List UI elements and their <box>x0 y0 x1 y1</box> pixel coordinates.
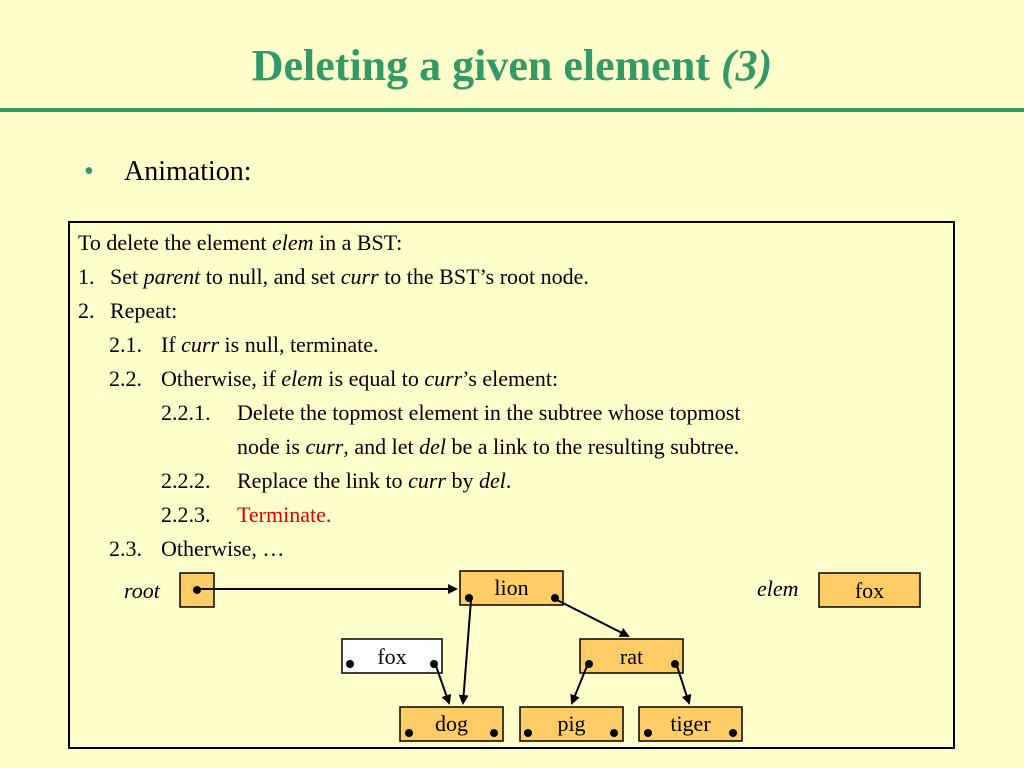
step-2-3-number: 2.3. <box>109 536 142 561</box>
lion-to-rat-arrow <box>557 600 628 636</box>
step-2-2-1-number: 2.2.1. <box>161 400 211 425</box>
bullet-text: Animation: <box>124 156 252 187</box>
node-fox-label: fox <box>377 644 407 669</box>
node-rat-label: rat <box>619 644 644 669</box>
elem-value: fox <box>854 578 885 603</box>
intro-var-elem: elem <box>271 230 314 255</box>
step-2-2-number: 2.2. <box>109 366 142 391</box>
step-2-2-1-text-line1: Delete the topmost element in the subtree whose topmost <box>237 400 741 425</box>
step-2-2-2-text: Replace the link to curr by del. <box>237 468 512 493</box>
step-2-3-text: Otherwise, … <box>161 536 285 561</box>
step-2-2-3-number: 2.2.3. <box>161 502 211 527</box>
node-pig-label: pig <box>557 711 586 736</box>
slide-title-main: Deleting a given element <box>251 41 721 90</box>
step-2-text: Repeat: <box>110 298 178 323</box>
node-tiger-label: tiger <box>670 711 711 736</box>
root-link-dot <box>193 586 201 594</box>
intro-text: To delete the element <box>78 230 272 255</box>
step-2-2-2-number: 2.2.2. <box>161 468 211 493</box>
node-dog-label: dog <box>435 711 468 736</box>
elem-label: elem <box>757 576 799 601</box>
step-2-2-text: Otherwise, if elem is equal to curr’s element: <box>161 366 559 391</box>
node-lion-label: lion <box>494 575 529 600</box>
slide-title-part-number: (3) <box>720 41 773 90</box>
step-2-1-text: If curr is null, terminate. <box>161 332 379 357</box>
step-2-1-number: 2.1. <box>109 332 142 357</box>
lion-to-dog-arrow <box>463 600 471 703</box>
bullet-icon: • <box>84 156 94 187</box>
step-2-number: 2. <box>78 298 95 323</box>
step-2-2-3-text-highlighted: Terminate. <box>237 502 332 527</box>
step-1-text: Set parent to null, and set curr to the BST’s root node. <box>110 264 589 289</box>
step-1-number: 1. <box>78 264 95 289</box>
intro-text-end: in a BST: <box>313 230 403 255</box>
step-2-2-1-text-line2: node is curr, and let del be a link to the resulting subtree. <box>237 434 740 459</box>
root-label: root <box>124 578 160 603</box>
